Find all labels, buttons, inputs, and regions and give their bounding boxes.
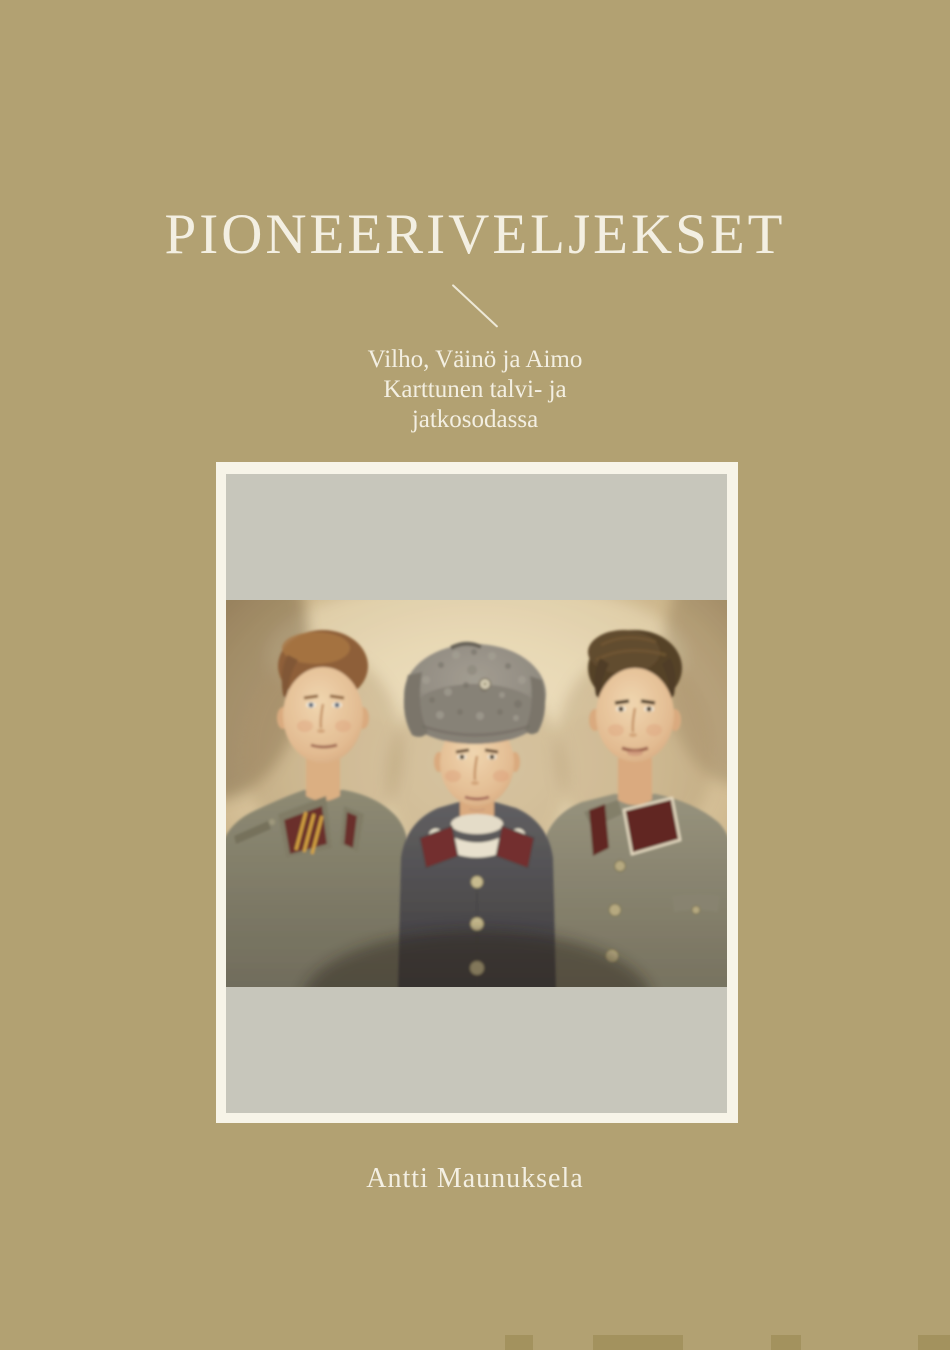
cover-photo [226,600,727,987]
book-title: PIONEERIVELJEKSET [164,203,786,266]
photo-mat [226,474,727,1113]
photo-frame [216,462,738,1123]
diagonal-divider [452,284,499,328]
author-name: Antti Maunuksela [366,1163,584,1194]
book-subtitle [0,345,950,435]
print-mark [593,1335,683,1350]
print-mark [771,1335,801,1350]
print-mark [505,1335,533,1350]
subtitle-line: Vilho, Väinö ja Aimo [367,346,583,373]
subtitle-line: Karttunen talvi- ja [383,376,567,403]
print-mark [918,1335,950,1350]
subtitle-line: jatkosodassa [411,406,539,433]
